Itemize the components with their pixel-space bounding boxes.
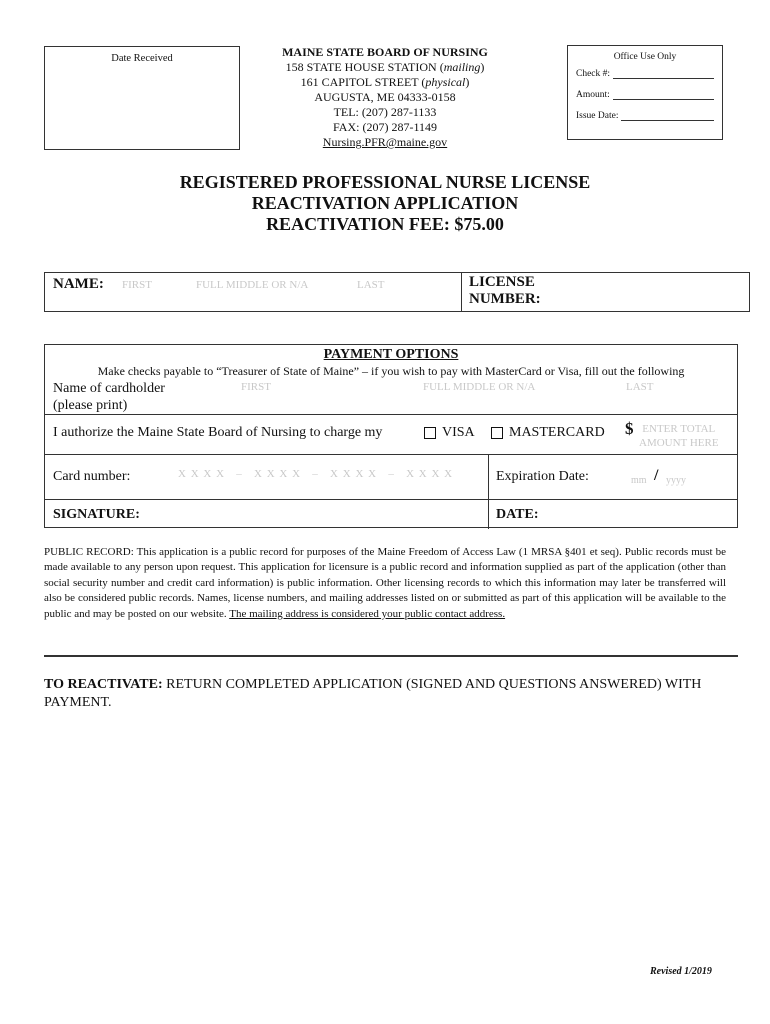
date-received-label: Date Received: [111, 53, 173, 64]
mastercard-option[interactable]: [491, 425, 605, 441]
public-record-notice: [44, 545, 726, 622]
name-label: NAME:: [53, 276, 104, 292]
office-use-title: Office Use Only: [613, 52, 677, 62]
amount-label: Amount:: [576, 90, 610, 100]
signature-row: [45, 500, 737, 529]
amount-field[interactable]: [613, 89, 714, 100]
dollar-sign: $: [625, 419, 634, 438]
first-name-placeholder: FIRST: [122, 279, 152, 291]
cardholder-middle-placeholder: FULL MIDDLE OR N/A: [423, 381, 536, 393]
physical-address: [250, 75, 520, 90]
issue-date-label: Issue Date:: [576, 111, 619, 121]
title-line-1: REGISTERED PROFESSIONAL NURSE LICENSE: [179, 172, 591, 192]
last-name-placeholder: LAST: [357, 279, 385, 291]
payment-options-table: [44, 344, 738, 528]
board-name: MAINE STATE BOARD OF NURSING: [282, 45, 488, 59]
authorization-row: [45, 415, 737, 455]
total-placeholder-line-1: ENTER TOTAL: [642, 423, 716, 435]
payment-header-section: [45, 345, 737, 415]
board-address: [250, 45, 520, 150]
check-number-row: [576, 68, 714, 79]
revision-date: Revised 1/2019: [650, 966, 712, 977]
mastercard-checkbox[interactable]: [491, 427, 503, 439]
physical-address-end: ): [465, 75, 470, 89]
office-use-box: [567, 45, 723, 140]
signature-field[interactable]: SIGNATURE:: [53, 507, 140, 522]
card-number-input[interactable]: X X X X – X X X X – X X X X – X X X X: [178, 468, 454, 480]
expiration-year-input[interactable]: yyyy: [666, 475, 686, 486]
cardholder-last-placeholder: LAST: [626, 381, 654, 393]
mailing-label: mailing: [443, 60, 481, 74]
amount-row: [576, 89, 714, 100]
check-number-label: Check #:: [576, 69, 611, 79]
mailing-address-text: 158 STATE HOUSE STATION (: [285, 60, 444, 74]
total-placeholder-line-2: AMOUNT HERE: [639, 437, 719, 449]
total-amount-field[interactable]: [639, 422, 719, 450]
card-number-row: [45, 455, 737, 500]
section-divider: [44, 655, 738, 657]
license-label-line-1: LICENSE: [469, 274, 535, 290]
check-number-field[interactable]: [613, 68, 714, 79]
visa-checkbox[interactable]: [424, 427, 436, 439]
authorize-text: I authorize the Maine State Board of Nursing to charge my: [53, 425, 383, 440]
form-title: [90, 172, 680, 235]
title-line-2: REACTIVATION APPLICATION: [251, 193, 519, 213]
card-number-label: Card number:: [53, 469, 131, 484]
name-license-row: [44, 272, 750, 312]
date-received-box: [44, 46, 240, 150]
cardholder-name-field[interactable]: [53, 380, 165, 414]
reactivate-label: TO REACTIVATE:: [44, 677, 163, 692]
issue-date-field[interactable]: [621, 110, 714, 121]
date-field[interactable]: DATE:: [496, 507, 539, 522]
mastercard-label: MASTERCARD: [509, 425, 605, 440]
license-number-field[interactable]: [462, 273, 541, 311]
license-label-line-2: NUMBER:: [469, 291, 541, 307]
public-record-text: PUBLIC RECORD: This application is a public record for purposes of the Maine Freedom of Access Law (1 MRSA §401 et seq). Public records must be made available to any person upon request. This application for licensure is a public record and information supplied as part of the application (other than social security number and credit card information) is public information. Other licensing records to which this information may later be transferred will also be considered public records. Names, license numbers, and mailing addresses listed on or submitted as part of this application will be available to the public and may be posted on our website.: [44, 546, 726, 620]
middle-name-placeholder: FULL MIDDLE OR N/A: [196, 279, 309, 291]
mailing-address-end: ): [480, 60, 485, 74]
issue-date-row: [576, 110, 714, 121]
signature-row-divider: [488, 500, 489, 529]
payment-options-title: PAYMENT OPTIONS: [323, 347, 459, 362]
mailing-address: [250, 60, 520, 75]
cardholder-print-label: (please print): [53, 398, 128, 413]
board-fax: FAX: (207) 287-1149: [333, 120, 437, 134]
physical-label: physical: [425, 75, 466, 89]
expiration-month-input[interactable]: mm: [631, 475, 647, 486]
visa-option[interactable]: [424, 425, 475, 441]
reactivate-text: RETURN COMPLETED APPLICATION (SIGNED AND QUESTIONS ANSWERED) WITH PAYMENT.: [44, 677, 702, 710]
title-line-3: REACTIVATION FEE: $75.00: [266, 214, 504, 234]
board-email-link[interactable]: Nursing.PFR@maine.gov: [322, 135, 448, 149]
expiration-date-label: Expiration Date:: [496, 469, 589, 484]
payment-instruction: Make checks payable to “Treasurer of State of Maine” – if you wish to pay with MasterCard or Visa, fill out the following: [97, 364, 685, 378]
cardholder-first-placeholder: FIRST: [241, 381, 271, 393]
expiration-slash: /: [654, 467, 659, 484]
card-row-divider: [488, 455, 489, 499]
visa-label: VISA: [442, 425, 475, 440]
cardholder-label: Name of cardholder: [53, 381, 165, 396]
board-city: AUGUSTA, ME 04333-0158: [314, 90, 456, 104]
board-tel: TEL: (207) 287-1133: [333, 105, 437, 119]
name-field[interactable]: [45, 273, 462, 311]
reactivate-instructions: [44, 676, 734, 712]
public-contact-note: The mailing address is considered your public contact address.: [229, 607, 506, 620]
physical-address-text: 161 CAPITOL STREET (: [300, 75, 426, 89]
